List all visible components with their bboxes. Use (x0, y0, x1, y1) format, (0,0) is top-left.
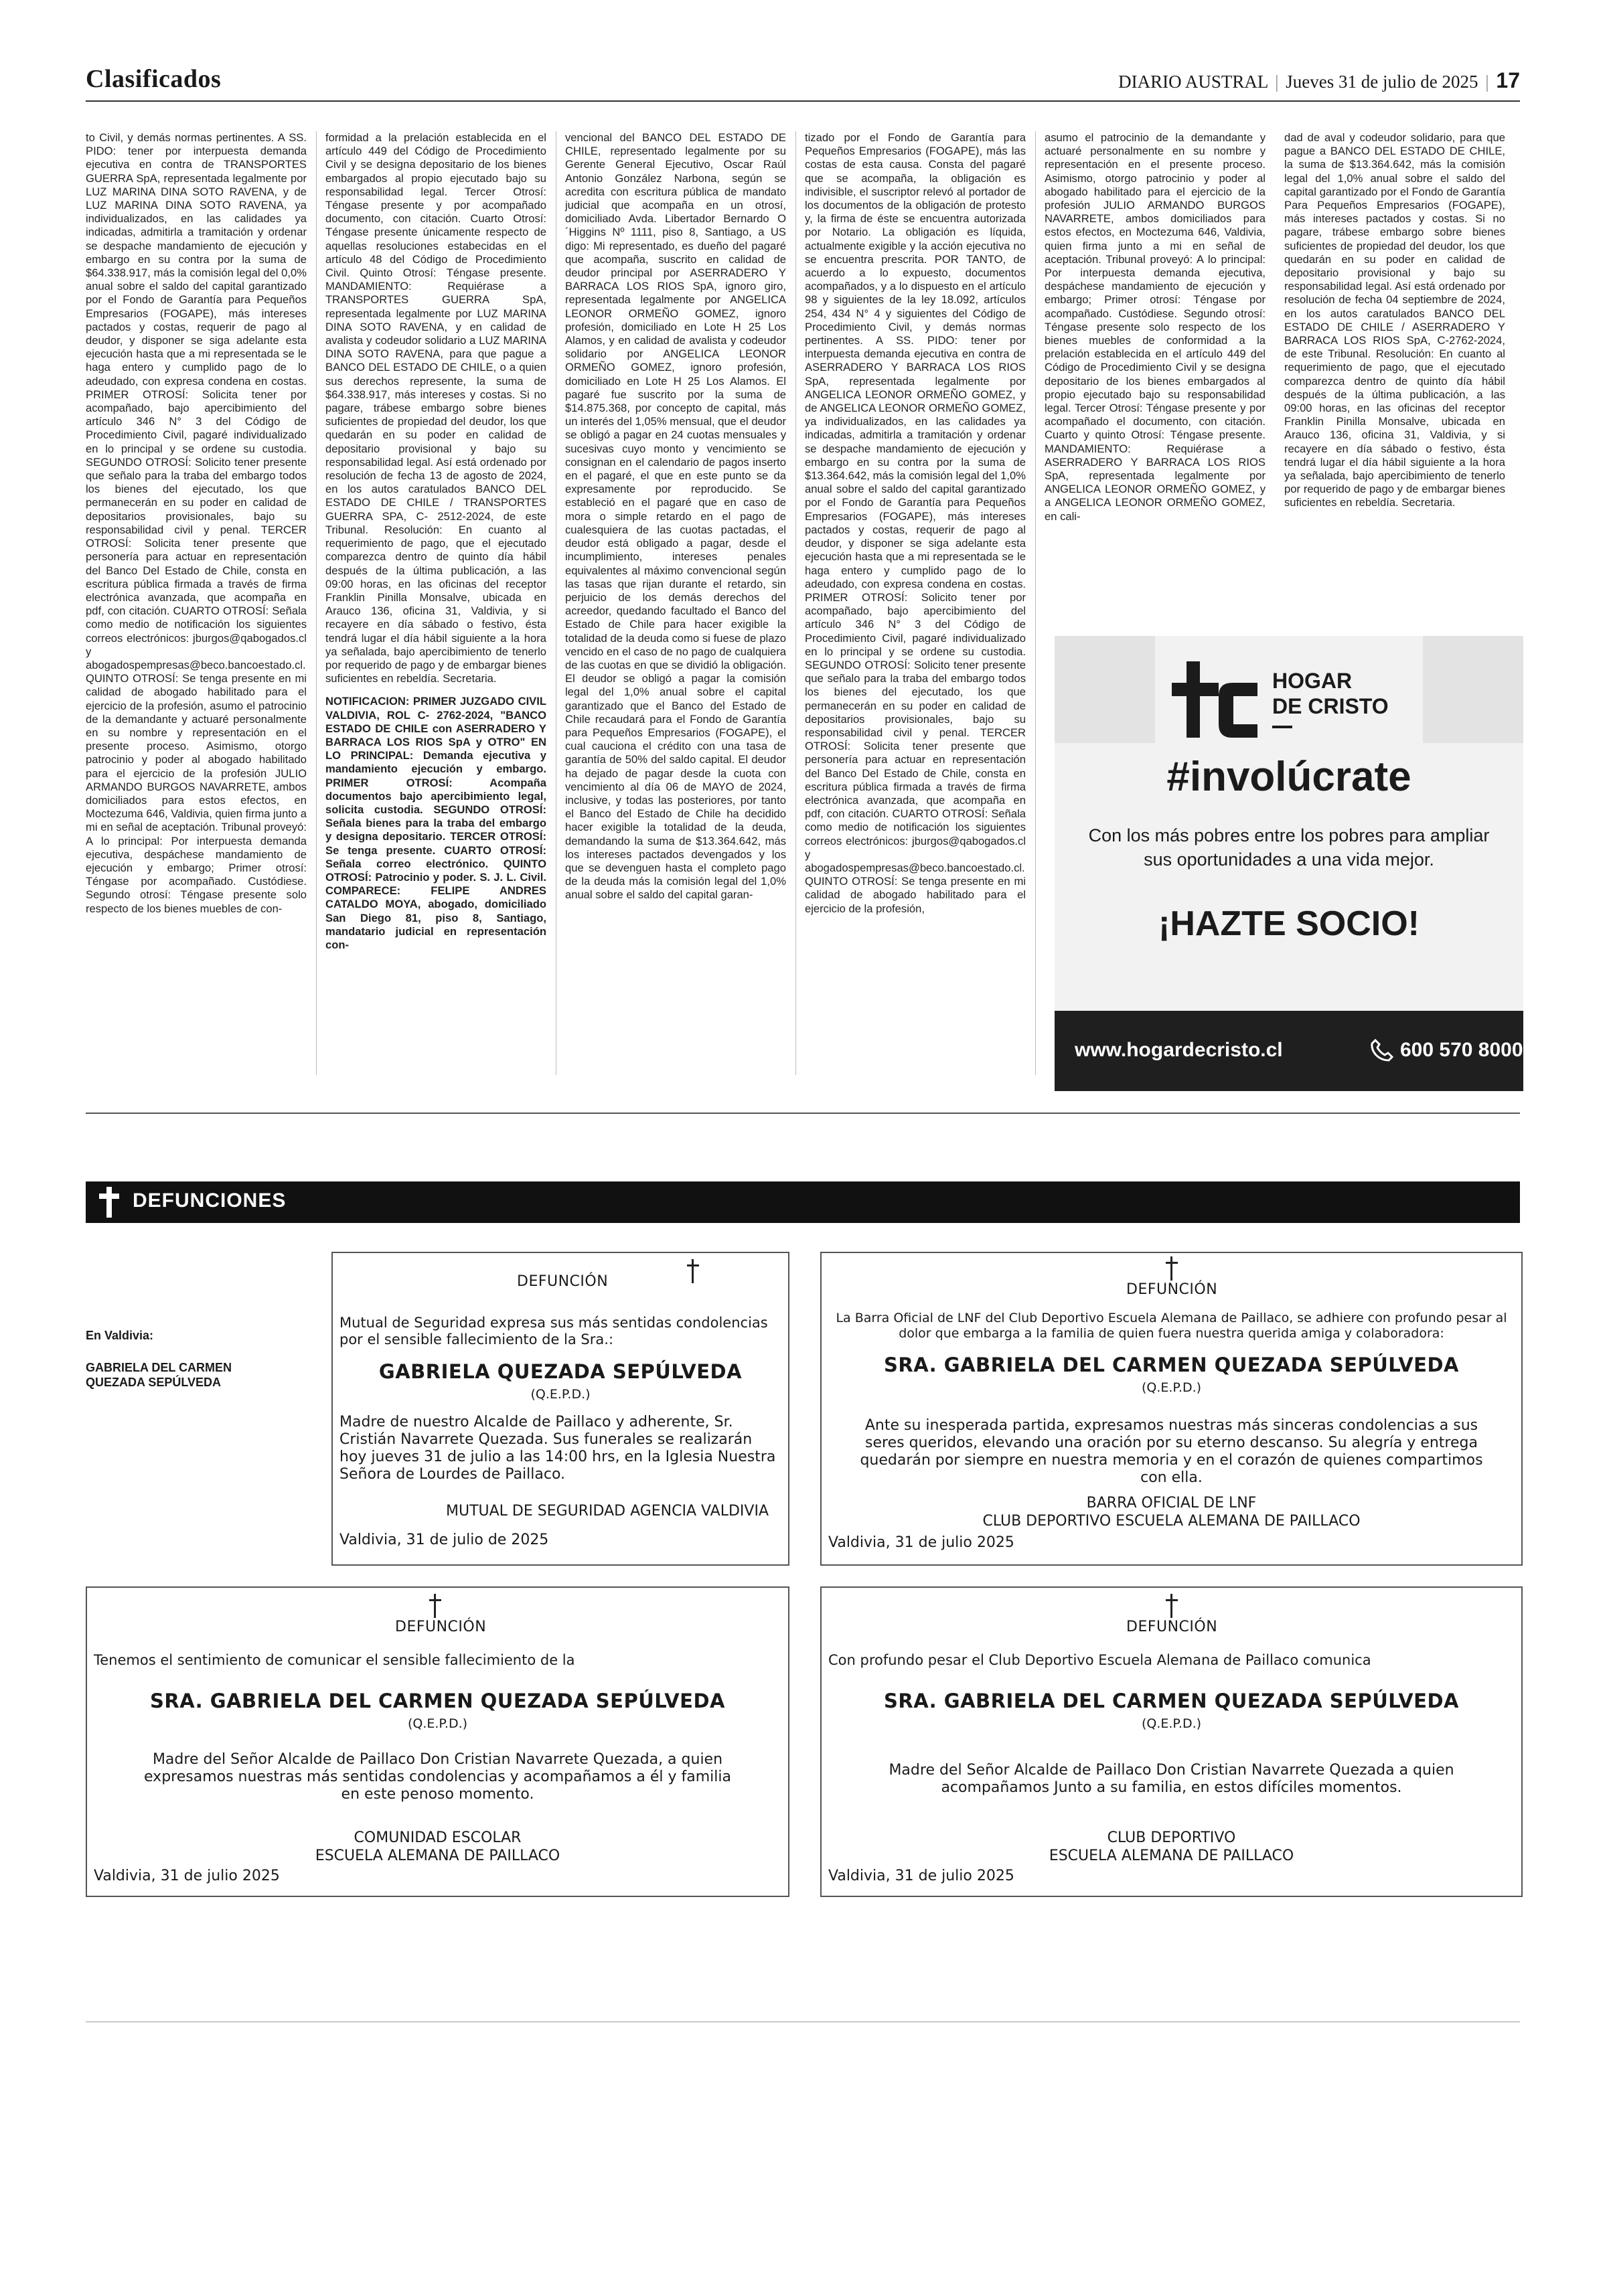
notice-signature (427, 1502, 788, 1520)
notice-heading: DEFUNCIÓN (395, 1619, 487, 1635)
notice-intro: Mutual de Seguridad expresa sus más sentidas condolencias por el sensible fallecimiento de la Sra.: (339, 1315, 768, 1347)
notice-body: Madre de nuestro Alcalde de Paillaco y adherente, Sr. Cristián Navarrete Quezada. Sus funerales se realizarán hoy jueves 31 de julio a las 14:00 hrs, en la Iglesia Nuestra Señora de Lourdes de Paillaco. (339, 1414, 776, 1483)
signature-line: CLUB DEPORTIVO (1107, 1829, 1236, 1846)
notice-signature (822, 1829, 1521, 1865)
obituary-notice-mutual (331, 1252, 789, 1566)
notice-heading: DEFUNCIÓN (1126, 1619, 1218, 1635)
notice-date: Valdivia, 31 de julio 2025 (94, 1868, 280, 1884)
latin-cross-icon (684, 1258, 702, 1284)
legal-column-5 (1045, 131, 1266, 523)
legal-column-3 (565, 131, 786, 1075)
legal-paragraph: to Civil, y demás normas pertinentes. A SS. PIDO: tener por interpuesta demanda ejecutiva en contra de TRANSPORTES GUERRA SpA, representada legalmente por LUZ MARINA DINA SOTO RAVENA, y de LUZ MARINA DINA SOTO RAVENA, ya individualizados, en las calidades ya indicadas, admitirla a tramitación y ordenar se despache mandamiento de ejecución y embargo en su contra por la suma de $64.338.917, más la comisión legal del 0,0% anual sobre el saldo del capital garantizado por el Fondo de Garantía para Pequeños Empresarios (FOGAPE), más intereses pactados y costas, requerir de pago al deudor, y disponer se siga adelante esta ejecución hasta que a mi representada se le haga entero y cumplido pago de lo adeudado, con expresa condena en costas. PRIMER OTROSÍ: Solicita tener por acompañado, bajo apercibimiento del artículo 346 N° 3 del Código de Procedimiento Civil, pagaré individualizado en lo principal y se ordene su custodia. SEGUNDO OTROSÍ: Solicito tener presente que señalo para la traba del embargo todos los bienes del ejecutado, los que permanecerán en su poder en calidad de depositarios provisionales, bajo su responsabilidad civil y penal. TERCER OTROSÍ: Solicita tener presente que personería para actuar en representación del Banco Del Estado de Chile, consta en escritura pública firmada a través de firma electrónica avanzada, que acompaña en pdf, con citación. CUARTO OTROSÍ: Señala como medio de notificación los siguientes correos electrónicos: jburgos@qabogados.cl y abogadospempresas@beco.bancoestado.cl. QUINTO OTROSÍ: Se tenga presente en mi calidad de abogado habilitado para el ejercicio de la profesión, asumo el patrocinio de la demandante y actuaré personalmente en su nombre y representación en el presente proceso. Asimismo, otorgo patrocinio y poder al abogado habilitado para el ejercicio de la profesión JULIO ARMANDO BURGOS NAVARRETE, ambos domiciliados para estos efectos, en Moctezuma 646, Valdivia, quien firma junto a mi en señal de aceptación. Tribunal proveyó: A lo principal: Por interpuesta demanda ejecutiva, despáchese mandamiento de ejecución y embargo; Primer otrosí: Téngase por acompañado. Custódiese. Segundo otrosí: Téngase presente solo respecto de los bienes muebles de con- (86, 131, 307, 915)
legal-paragraph: formidad a la prelación establecida en el artículo 449 del Código de Procedimiento Civil y se designa depositario de los bienes embargados al propio ejecutado bajo su responsabilidad legal. Tercer Otrosí: Téngase presente y por acompañado documento, con citación. Cuarto Otrosí: Téngase presente únicamente respecto de aquellas resoluciones estabecidas en el artículo 48 del Código de Procedimiento Civil. Quinto Otrosí: Téngase presente. MANDAMIENTO: Requiérase a TRANSPORTES GUERRA SpA, representada legalmente por LUZ MARINA DINA SOTO RAVENA, y en calidad de avalista y codeudor solidario a LUZ MARINA DINA SOTO RAVENA, para que pague a BANCO DEL ESTADO DE CHILE, o a quien sus derechos represente, la suma de $64.338.917, más intereses y costas. Si no pagare, trábese embargo sobre bienes suficientes de propiedad del deudor, los que quedarán en su poder en calidad de depositario provisional y bajo su responsabilidad legal. Así está ordenado por resolución de fecha 13 de agosto de 2024, en los autos caratulados BANCO DEL ESTADO DE CHILE / TRANSPORTES GUERRA SPA, C- 2512-2024, de este Tribunal. Resolución: En cuanto al requerimiento de pago, que el ejecutado comparezca dentro de quinto día hábil después de la última publicación, a las 09:00 horas, en las oficinas del receptor Franklin Pinilla Monsalve, ubicada en Arauco 136, oficina 31, Valdivia, y si recayere en día sábado o festivo, ésta tendrá lugar el día hábil siguiente a la hora ya señalada, bajo apercibimiento de tenerlo por requerido de pago y de embargar bienes suficientes en rebeldía. Secretaria. (325, 131, 546, 685)
notice-signature (87, 1829, 788, 1865)
qepd-label: (Q.E.P.D.) (1141, 1716, 1202, 1731)
signature-line: ESCUELA ALEMANA DE PAILLACO (1049, 1848, 1294, 1864)
ad-brand-dash (1272, 726, 1292, 728)
latin-cross-icon (1163, 1256, 1180, 1281)
latin-cross-icon (98, 1185, 121, 1219)
phone-icon (1369, 1038, 1395, 1063)
hogar-de-cristo-logo-icon (1172, 656, 1259, 743)
notice-intro: Con profundo pesar el Club Deportivo Escuela Alemana de Paillaco comunica (828, 1652, 1371, 1668)
deceased-name: GABRIELA QUEZADA SEPÚLVEDA (378, 1360, 743, 1383)
notice-body: Madre del Señor Alcalde de Paillaco Don Cristian Navarrete Quezada a quien acompañamos Junto a su familia, en estos difíciles momentos. (889, 1762, 1454, 1796)
legal-paragraph: dad de aval y codeudor solidario, para que pague a BANCO DEL ESTADO DE CHILE, la suma de $13.364.642, más la comisión legal del 1,0% anual sobre el saldo del capital garantizado por el Fondo de Garantía Para Pequeños Empresarios (FOGAPE), más intereses pactados y costas. Si no pagare, trábese embargo sobre bienes suficientes de propiedad del deudor, los que quedarán en su poder en calidad de depositario provisional y bajo su responsabilidad legal. Así está ordenado por resolución de fecha 04 septiembre de 2024, en los autos caratulados BANCO DEL ESTADO DE CHILE / ASERRADERO Y BARRACA LOS RIOS SpA, C-2762-2024, de este Tribunal. Resolución: En cuanto al requerimiento de pago, que el ejecutado comparezca dentro de quinto día hábil después de la última publicación, a las 09:00 horas, en las oficinas del receptor Franklin Pinilla Monsalve, ubicada en Arauco 136, oficina 31, Valdivia, y si recayere en día sábado o festivo, ésta tendrá lugar el día hábil siguiente a la hora ya señalada, bajo apercibimiento de tenerlo por requerido de pago y de embargar bienes suficientes en rebeldía. Secretaria. (1284, 131, 1505, 509)
notice-body: Ante su inesperada partida, expresamos nuestras más sinceras condolencias a sus seres queridos, elevando una oración por su eterno descanso. Su alegría y entrega quedarán por siempre en nuestra memoria y en el corazón de quienes compartimos con ella. (860, 1417, 1483, 1486)
deceased-list (86, 1360, 260, 1390)
qepd-label: (Q.E.P.D.) (530, 1387, 591, 1402)
deceased-name-line: GABRIELA DEL CARMEN (86, 1361, 232, 1374)
deceased-name: SRA. GABRIELA DEL CARMEN QUEZADA SEPÚLVEDA (149, 1690, 725, 1712)
legal-column-4 (805, 131, 1026, 1075)
section-divider-rule (86, 1113, 1520, 1114)
ad-call-to-action: ¡HAZTE SOCIO! (1158, 904, 1420, 943)
notice-heading: DEFUNCIÓN (1126, 1281, 1218, 1298)
notice-date: Valdivia, 31 de julio de 2025 (339, 1532, 549, 1548)
section-title: Clasificados (86, 65, 222, 93)
page-header (86, 64, 1520, 98)
qepd-label: (Q.E.P.D.) (407, 1716, 468, 1731)
ad-decor-right (1423, 636, 1523, 743)
header-separator-2: | (1485, 72, 1489, 92)
hogar-de-cristo-ad (1055, 636, 1523, 1091)
signature-line: COMUNIDAD ESCOLAR (354, 1829, 522, 1846)
ad-brand-line2: DE CRISTO (1272, 694, 1389, 718)
header-rule (86, 100, 1520, 102)
legal-paragraph: asumo el patrocinio de la demandante y actuaré personalmente en su nombre y representación en el presente proceso. Asimismo, otorgo patrocinio y poder al abogado habilitado para el ejercicio de la profesión JULIO ARMANDO BURGOS NAVARRETE, ambos domiciliados para estos efectos, en Moctezuma 646, Valdivia, quien firma junto a mi en señal de aceptación. Tribunal proveyó: A lo principal: Por interpuesta demanda ejecutiva, despáchese mandamiento de ejecución y embargo; Primer otrosí: Téngase por acompañado. Custódiese. Segundo otrosí: Téngase presente solo respecto de los bienes muebles de conformidad a la prelación establecida en el artículo 449 del Código de Procedimiento Civil y se designa depositario de los bienes embargados al propio ejecutado bajo su responsabilidad legal. Tercer Otrosí: Téngase presente y por acompañado el documento, con citación. Cuarto y quinto Otrosí: Téngase presente. MANDAMIENTO: Requiérase a ASERRADERO Y BARRACA LOS RIOS SpA, representada legalmente por ANGELICA LEONOR ORMEÑO GOMEZ, y a ANGELICA LEONOR ORMEÑO GOMEZ, en cali- (1045, 131, 1266, 523)
page-number: 17 (1496, 68, 1520, 92)
notice-intro: Tenemos el sentimiento de comunicar el sensible fallecimiento de la (94, 1652, 575, 1668)
legal-paragraph: vencional del BANCO DEL ESTADO DE CHILE, representado legalmente por su Gerente General Ejecutivo, Oscar Raúl Antonio González Narbona, según se acredita con escritura pública de mandato judicial que acompaña en un otrosí, domiciliado Avda. Libertador Bernardo O´Higgins Nº 1111, piso 8, Santiago, a US digo: Mi representado, es dueño del pagaré que acompaña, suscrito en calidad de deudor principal por ASERRADERO Y BARRACA LOS RIOS SpA, ignoro giro, representada legalmente por ANGELICA LEONOR ORMEÑO GOMEZ, ignoro profesión, domiciliado en Lote H 25 Los Alamos, y en calidad de avalista y codeudor solidario por ANGELICA LEONOR ORMEÑO GOMEZ, ignoro profesión, domiciliado en Lote H 25 Los Alamos. El pagaré fue suscrito por la suma de $14.875.368, por concepto de capital, más un interés del 1,05% mensual, que el deudor se obligó a pagar en 24 cuotas mensuales y sucesivas cuyo monto y vencimiento se consignan en el calendario de pagos inserto en el pagaré, el que en este punto se da expresamente por reproducido. Se estableció en el pagaré que en caso de mora o simple retardo en el pago de cualesquiera de las cuotas pactadas, el deudor está obligado a pagar, desde el incumplimiento, intereses penales equivalentes al máximo convencional según las tasas que rijan durante el retardo, sin perjuicio de los demás derechos del acreedor, quedando facultado el Banco del Estado de Chile para hacer exigible la totalidad de la deuda como si fuese de plazo vencido en el caso de no pago de cualquiera de las cuotas en que se dividió la obligación. El deudor se obligó a pagar la comisión legal del 1,0% anual sobre el capital garantizado que el Banco del Estado de Chile recaudará para el Fondo de Garantía para Pequeños Empresarios (FOGAPE), el cual cauciona el crédito con una tasa de garantía de 50% del saldo capital. El deudor ha dejado de pagar desde la cuota con vencimiento al día 06 de MAYO de 2024, inclusive, y todas las posteriores, por tanto el Banco del Estado de Chile ha decidido hacer exigible la totalidad de la deuda, demandando la suma de $13.364.642, más los intereses pactados devengados y los que se devenguen hasta el completo pago de la deuda más la comisión legal del 1,0% anual sobre el saldo del capital garan- (565, 131, 786, 902)
deceased-name-line: QUEZADA SEPÚLVEDA (86, 1376, 222, 1389)
notification-heading-paragraph: NOTIFICACION: PRIMER JUZGADO CIVIL VALDIVIA, ROL C- 2762-2024, "BANCO ESTADO DE CHILE con ASERRADERO Y BARRACA LOS RIOS SpA y OTRO" EN LO PRINCIPAL: Demanda ejecutiva y mandamiento ejecución y embargo. PRIMER OTROSÍ: Acompaña documentos bajo apercibimiento legal, solicita custodia. SEGUNDO OTROSÍ: Señala bienes para la traba del embargo y designa depositario. TERCER OTROSÍ: Se tenga presente. CUARTO OTROSÍ: Señala correo electrónico. QUINTO OTROSÍ: Patrocinio y poder. S. J. L. Civil. COMPARECE: FELIPE ANDRES CATALDO MOYA, abogado, domiciliado San Diego 81, piso 8, Santiago, mandatario judicial en representación con- (325, 695, 546, 951)
legal-column-6 (1284, 131, 1505, 509)
obituaries-banner (86, 1181, 1520, 1223)
ad-brand (1272, 668, 1389, 719)
legal-column-2 (325, 131, 546, 1075)
deceased-name: SRA. GABRIELA DEL CARMEN QUEZADA SEPÚLVEDA (883, 1690, 1459, 1712)
obituary-notice-barra-lnf (820, 1252, 1523, 1566)
ad-decor-left (1055, 636, 1155, 743)
notice-date: Valdivia, 31 de julio 2025 (828, 1534, 1014, 1551)
signature-line: BARRA OFICIAL DE LNF (1086, 1495, 1257, 1511)
column-divider (1035, 131, 1036, 1075)
masthead-info (1118, 68, 1520, 93)
ad-hashtag: #involúcrate (1166, 754, 1411, 800)
column-divider (316, 131, 317, 1075)
latin-cross-icon (1163, 1593, 1180, 1619)
signature-line: ESCUELA ALEMANA DE PAILLACO (315, 1848, 560, 1864)
legal-paragraph: tizado por el Fondo de Garantía para Pequeños Empresarios (FOGAPE), más las costas de esta causa. Consta del pagaré que se acompaña, la obligación es indivisible, el suscriptor relevó al portador de los documentos de la obligación de protesto y, la firma de éste se encuentra autorizada por Notario. La obligación es líquida, actualmente exigible y la acción ejecutiva no se encuentra prescrita. POR TANTO, de acuerdo a lo expuesto, documentos acompañados, y a lo dispuesto en el artículo 98 y siguientes de la ley 18.092, artículos 254, 434 N° 4 y siguientes del Código de Procedimiento Civil, y demás normas pertinentes. A SS. PIDO: tener por interpuesta demanda ejecutiva en contra de ASERRADERO Y BARRACA LOS RIOS SpA, representada legalmente por ANGELICA LEONOR ORMEÑO GOMEZ, y de ANGELICA LEONOR ORMEÑO GOMEZ, ya individualizados, en las calidades ya indicadas, admitirla a tramitación y ordenar se despache mandamiento de ejecución y embargo en su contra por la suma de $13.364.642, más la comisión legal del 1,0% anual sobre el saldo del capital garantizado por el Fondo de Garantía para Pequeños Empresarios (FOGAPE), más intereses pactados y costas, requerir de pago al deudor, y disponer se siga adelante esta ejecución hasta que a mi representada se le haga entero y cumplido pago de lo adeudado, con expresa condena en costas. PRIMER OTROSÍ: Solicito tener por acompañado, bajo apercibimiento del artículo 346 N° 3 del Código de Procedimiento Civil, pagaré individualizado en lo principal y se ordene su custodia. SEGUNDO OTROSÍ: Solicito tener presente que señalo para la traba del embargo todos los bienes del ejecutado, los que permanecerán en su poder en calidad de depositarios provisionales, bajo su responsabilidad civil y penal. TERCER OTROSÍ: Solicita tener presente que personería para actuar en representación del Banco Del Estado de Chile, consta en escritura pública firmada a través de firma electrónica avanzada, que acompaña en pdf, con citación. CUARTO OTROSÍ: Señala como medio de notificación los siguientes correos electrónicos: jburgos@qabogados.cl y abogadospempresas@beco.bancoestado.cl. QUINTO OTROSÍ: Se tenga presente en mi calidad de abogado habilitado para el ejercicio de la profesión, (805, 131, 1026, 915)
notice-body: Madre del Señor Alcalde de Paillaco Don Cristian Navarrete Quezada, a quien expresamos nuestras más sentidas condolencias y acompañamos a él y familia en este penoso momento. (144, 1751, 731, 1803)
notice-date: Valdivia, 31 de julio 2025 (828, 1868, 1014, 1884)
ad-subtitle-line1: Con los más pobres entre los pobres para ampliar (1088, 825, 1490, 845)
notice-signature (822, 1494, 1521, 1530)
notice-heading: DEFUNCIÓN (517, 1273, 609, 1290)
ad-brand-line1: HOGAR (1272, 669, 1353, 693)
qepd-label: (Q.E.P.D.) (1141, 1380, 1202, 1395)
ad-subtitle-line2: sus oportunidades a una vida mejor. (1144, 849, 1434, 870)
deceased-name: SRA. GABRIELA DEL CARMEN QUEZADA SEPÚLVEDA (883, 1354, 1459, 1376)
ad-website-link[interactable]: www.hogardecristo.cl (1075, 1039, 1283, 1061)
legal-column-1 (86, 131, 307, 1075)
obituary-notice-club-deportivo (820, 1586, 1523, 1897)
signature-line: CLUB DEPORTIVO ESCUELA ALEMANA DE PAILLACO (982, 1513, 1361, 1530)
header-separator: | (1275, 72, 1279, 92)
column-divider (795, 131, 796, 1075)
ad-subtitle (1055, 823, 1523, 872)
notice-intro: La Barra Oficial de LNF del Club Deportivo Escuela Alemana de Paillaco, se adhiere con profundo pesar al dolor que embarga a la familia de quien fuera nuestra querida amiga y colaboradora: (836, 1311, 1507, 1341)
signature-line: MUTUAL DE SEGURIDAD AGENCIA VALDIVIA (445, 1503, 769, 1520)
obituary-location: En Valdivia: (86, 1329, 154, 1342)
obituary-notice-comunidad-escolar (86, 1586, 789, 1897)
newspaper-name: DIARIO AUSTRAL (1118, 72, 1268, 92)
ad-phone-number[interactable]: 600 570 8000 (1400, 1039, 1523, 1061)
issue-date: Jueves 31 de julio de 2025 (1286, 72, 1478, 92)
latin-cross-icon (427, 1593, 444, 1619)
obituaries-title: DEFUNCIONES (133, 1190, 287, 1212)
